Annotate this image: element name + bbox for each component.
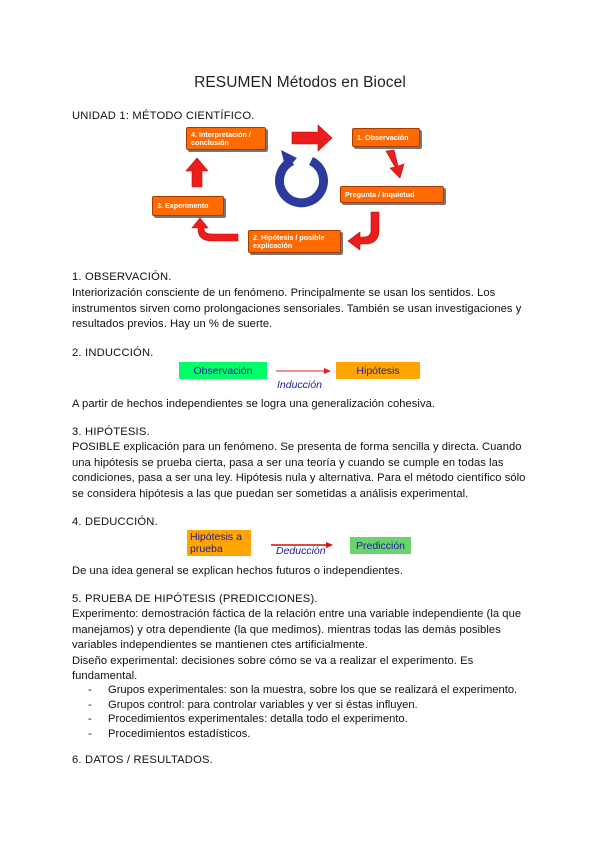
deduccion-label-hipotesis-line2: prueba	[190, 543, 223, 555]
section-induccion-heading: 2. INDUCCIÓN.	[72, 347, 154, 359]
section-deduccion-heading: 4. DEDUCCIÓN.	[72, 516, 158, 528]
section-prueba-text	[72, 607, 532, 685]
cycle-label-hipotesis: 2. Hipótesis / posible explicación	[253, 232, 325, 250]
unit-heading: UNIDAD 1: MÉTODO CIENTÍFICO.	[72, 110, 255, 122]
deduccion-arrow-label: Deducción	[276, 545, 326, 557]
text-line: Diseño experimental: decisiones sobre cómo se va a realizar el experimento. Es	[72, 654, 474, 667]
page-title: RESUMEN Métodos en Biocel	[194, 74, 406, 91]
deduccion-label-prediccion: Predicción	[355, 539, 406, 552]
text-line: POSIBLE explicación para un fenómeno. Se presenta de forma sencilla y directa. Cuando	[72, 441, 522, 453]
text-line: Interiorización consciente de un fenómeno. Principalmente se usan los sentidos. Los	[72, 287, 496, 299]
list-item: - Grupos control: para controlar variables y ver si éstas influyen.	[88, 698, 548, 713]
cycle-label-pregunta: Pregunta / Inquietud	[345, 189, 415, 199]
section-hipotesis-heading: 3. HIPÓTESIS.	[72, 426, 150, 438]
cycle-label-experimento: 3. Experimento	[157, 201, 209, 210]
section-observacion-heading: 1. OBSERVACIÓN.	[72, 271, 172, 283]
text-line: De una idea general se explican hechos futuros o independientes.	[72, 565, 403, 577]
section-deduccion-text	[72, 564, 532, 580]
list-item: - Grupos experimentales: son la muestra, sobre los que se realizará el experimento.	[88, 683, 548, 698]
text-line: A partir de hechos independientes se logra una generalización cohesiva.	[72, 398, 436, 410]
text-line: Experimento: demostración fáctica de la relación entre una variable independiente (la que	[72, 608, 522, 620]
induccion-label-observacion: Observación	[193, 364, 253, 377]
cycle-label-interpretacion: 4. Interpretación / conclusión	[191, 129, 251, 147]
bullet-list	[88, 683, 548, 741]
list-item: - Procedimientos estadísticos.	[88, 727, 548, 742]
cycle-label-observacion: 1. Observación	[357, 132, 409, 142]
induccion-arrow-label: Inducción	[277, 379, 322, 391]
text-line: condiciones, pasa a ser una ley. Hipótesis nula y alternativa. Para el método científico sólo	[72, 472, 526, 484]
text-line: una hipótesis se prueba cierta, pasa a ser una teoría y cuando se cumple en todas las	[72, 456, 504, 469]
section-datos-heading: 6. DATOS / RESULTADOS.	[72, 754, 213, 766]
deduccion-box-prediccion	[350, 537, 411, 554]
text-line: manejamos) y otra dependiente (la que medimos). mientras todas las demás posibles	[72, 623, 501, 636]
text-line: variables independientes se mantienen ctes artificialmente.	[72, 639, 368, 651]
text-line: fundamental.	[72, 670, 138, 682]
list-item: - Procedimientos experimentales: detalla todo el experimento.	[88, 712, 548, 727]
text-line: instrumentos sirven como prolongaciones sensoriales. También se usan investigaciones y	[72, 302, 522, 315]
section-prueba-heading: 5. PRUEBA DE HIPÓTESIS (PREDICCIONES).	[72, 593, 318, 605]
text-line: resultados previos. Hay un % de suerte.	[72, 318, 273, 330]
deduccion-label-hipotesis-line1: Hipótesis a	[190, 531, 242, 543]
text-line: se considera hipótesis a las que puedan ser sometidas a análisis experimental.	[72, 487, 469, 500]
arrow-right-icon	[326, 542, 333, 548]
induccion-label-hipotesis: Hipótesis	[356, 364, 400, 377]
